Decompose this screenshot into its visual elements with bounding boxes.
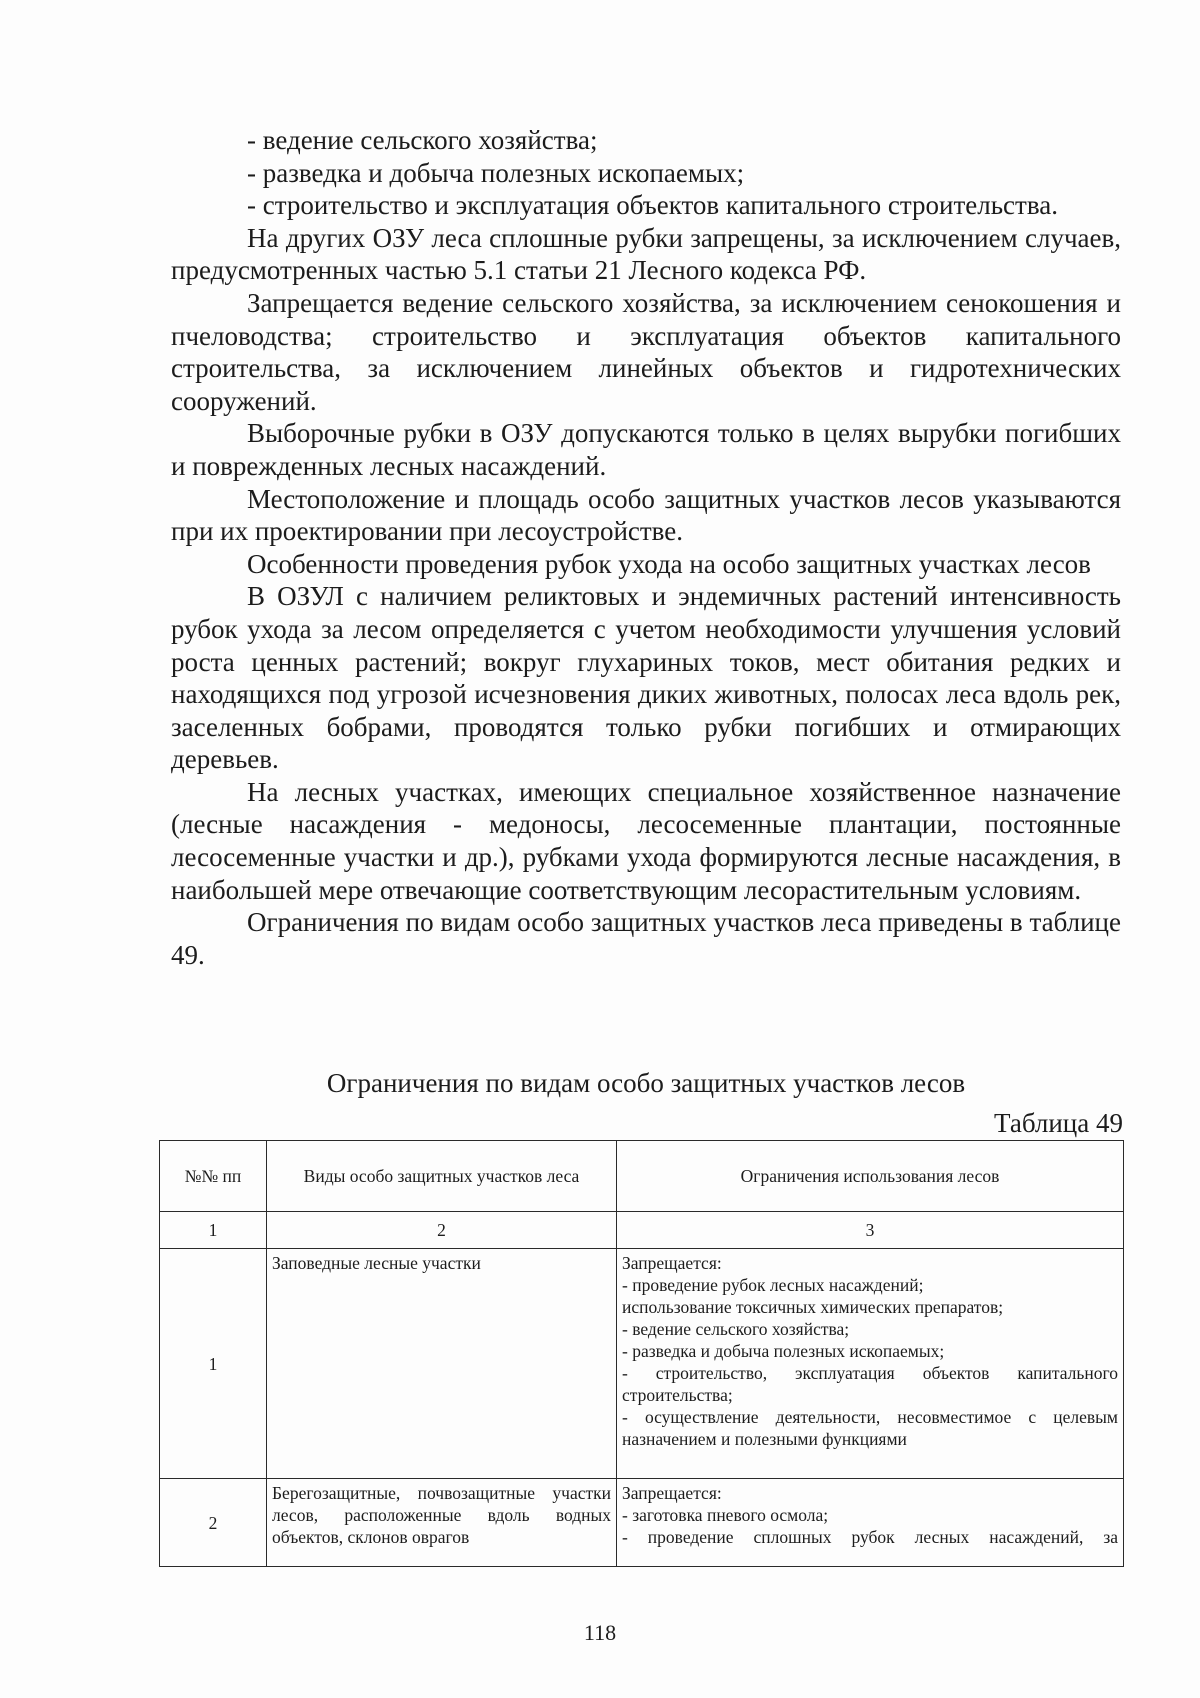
table-row	[160, 1479, 1124, 1567]
row-restrictions-cell	[617, 1249, 1124, 1479]
row-type-cell: Заповедные лесные участки	[267, 1249, 617, 1479]
paragraph: В ОЗУЛ с наличием реликтовых и эндемичных растений интенсивность рубок ухода за лесом определяется с учетом необходимости улучшения условий роста ценных растений; вокруг глухариных токов, мест обитания редких и находящихся под угрозой исчезновения диких животных, полосах леса вдоль рек, заселенных бобрами, проводятся только рубки погибших и отмирающих деревьев.	[171, 581, 1121, 775]
header-cell-restrictions: Ограничения использования лесов	[617, 1141, 1124, 1212]
restriction-line: - проведение сплошных рубок лесных насаждений, за	[622, 1527, 1118, 1547]
restrictions-table	[159, 1140, 1124, 1567]
paragraph: Запрещается ведение сельского хозяйства, за исключением сенокошения и пчеловодства; строительство и эксплуатация объектов капитального строительства, за исключением линейных объектов и гидротехнических сооружений.	[171, 287, 1121, 416]
column-number-cell: 1	[160, 1212, 267, 1249]
row-restrictions-cell	[617, 1479, 1124, 1567]
restriction-line: - строительство, эксплуатация объектов капитального строительства;	[622, 1363, 1118, 1405]
dash-item: - ведение сельского хозяйства;	[247, 125, 598, 155]
body-text	[171, 124, 1121, 971]
restriction-line: - осуществление деятельности, несовместимое с целевым назначением и полезными функциями	[622, 1407, 1118, 1449]
dash-item: - разведка и добыча полезных ископаемых;	[247, 157, 745, 188]
column-number-row	[160, 1212, 1124, 1249]
section-heading-paragraph: Особенности проведения рубок ухода на особо защитных участках лесов	[247, 548, 1091, 579]
header-cell-number: №№ пп	[160, 1141, 267, 1212]
table-header-row	[160, 1141, 1124, 1212]
restriction-line: Запрещается:	[622, 1483, 722, 1503]
restriction-line: Запрещается:	[622, 1253, 722, 1273]
row-number-cell: 1	[160, 1249, 267, 1479]
table-caption: Ограничения по видам особо защитных участков лесов	[326, 1068, 966, 1098]
restriction-line: - заготовка пневого осмола;	[622, 1505, 829, 1525]
paragraph: Ограничения по видам особо защитных участков леса приведены в таблице 49.	[171, 907, 1121, 970]
restriction-line: - разведка и добыча полезных ископаемых;	[622, 1341, 945, 1361]
paragraph: Выборочные рубки в ОЗУ допускаются только в целях вырубки погибших и поврежденных лесных насаждений.	[171, 418, 1121, 481]
paragraph: Местоположение и площадь особо защитных участков лесов указываются при их проектировании при лесоустройстве.	[171, 483, 1121, 547]
column-number-cell: 2	[267, 1212, 617, 1249]
page-number: 118	[583, 1620, 617, 1645]
restriction-line: использование токсичных химических препаратов;	[622, 1297, 1004, 1317]
row-type-cell: Берегозащитные, почвозащитные участки лесов, расположенные вдоль водных объектов, склонов оврагов	[267, 1479, 617, 1567]
paragraph: На других ОЗУ леса сплошные рубки запрещены, за исключением случаев, предусмотренных частью 5.1 статьи 21 Лесного кодекса РФ.	[171, 222, 1121, 286]
column-number-cell: 3	[617, 1212, 1124, 1249]
restriction-line: - ведение сельского хозяйства;	[622, 1319, 850, 1339]
paragraph: На лесных участках, имеющих специальное хозяйственное назначение (лесные насаждения - медоносы, лесосеменные плантации, постоянные лесосеменные участки и др.), рубками ухода формируются лесные насаждения, в наибольшей мере отвечающие соответствующим лесорастительным условиям.	[171, 776, 1121, 905]
dash-item: - строительство и эксплуатация объектов капитального строительства.	[247, 190, 1058, 221]
header-cell-type: Виды особо защитных участков леса	[267, 1141, 617, 1212]
table-number: Таблица 49	[994, 1108, 1123, 1138]
table-row	[160, 1249, 1124, 1479]
row-number-cell: 2	[160, 1479, 267, 1567]
restriction-line: - проведение рубок лесных насаждений;	[622, 1275, 924, 1295]
